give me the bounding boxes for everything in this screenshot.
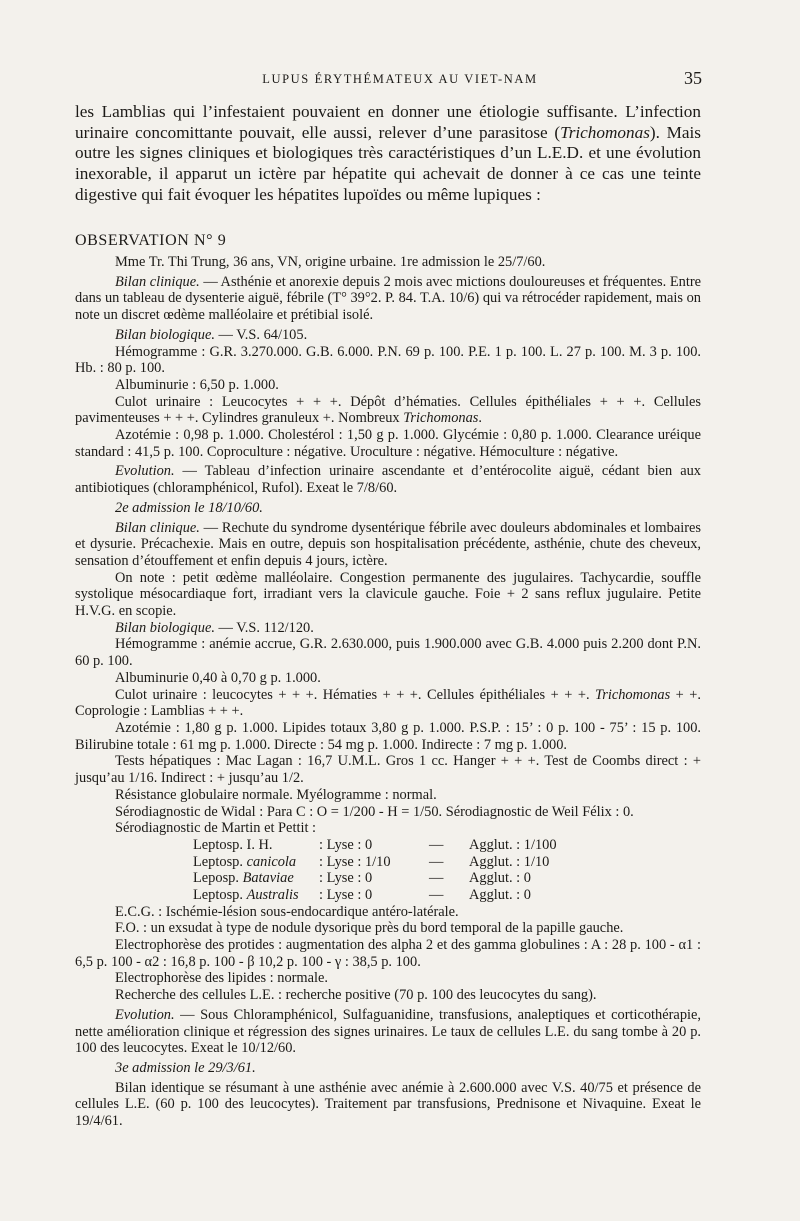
dash: — [429, 870, 444, 887]
italic-text: 3e admission le 29/3/61. [115, 1059, 256, 1076]
text-run: F.O. : un exsudat à type de nodule dysorique près du bord temporal de la papille gauche. [115, 920, 624, 937]
text-run: Culot urinaire : leucocytes + + +. Hématies + + +. Cellules épithéliales + + +. [115, 686, 596, 703]
strain-name [193, 870, 319, 887]
paragraph [75, 670, 701, 687]
paragraph [75, 970, 701, 987]
paragraph [75, 720, 701, 753]
text-run: — Tableau d’infection urinaire ascendante et d’entérocolite aiguë, cédant bien aux antibiotiques (chloramphénicol, Rufol). Exeat le 7/8/60. [75, 463, 701, 497]
lyse-value: : Lyse : 0 [319, 836, 373, 853]
paragraph [75, 620, 701, 637]
paragraph [75, 987, 701, 1004]
text-run: Azotémie : 0,98 p. 1.000. Cholestérol : 1,50 g p. 1.000. Glycémie : 0,80 p. 1.000. Clearance uréique standard : 41,5 p. 100. Coproculture : négative. Uroculture : négative. Hémoculture : négative. [75, 427, 701, 460]
paragraph [75, 1080, 701, 1130]
paragraph [75, 463, 701, 496]
page-number: 35 [684, 68, 702, 88]
text-run: Mme Tr. Thi Trung, 36 ans, VN, origine urbaine. 1re admission le 25/7/60. [115, 254, 546, 270]
table-row [193, 887, 701, 904]
paragraph [75, 344, 701, 377]
paragraph [75, 377, 701, 394]
lyse-value: : Lyse : 0 [319, 886, 373, 903]
paragraph [75, 937, 701, 970]
strain-prefix: Leptosp. [193, 853, 247, 870]
italic-text: 2e admission le 18/10/60. [115, 499, 263, 516]
intro-paragraph [75, 102, 701, 206]
serodiagnostic-table [193, 837, 701, 904]
text-run: . [478, 410, 482, 427]
text-run: les Lamblias qui l’infestaient pouvaient en donner une étiologie suffisante. L’infection urinaire concomittante pouvait, elle aussi, relever d’une parasitose ( [75, 102, 701, 142]
text-run: Electrophorèse des lipides : normale. [115, 970, 328, 987]
paragraph [75, 520, 701, 570]
italic-text: Trichomonas [560, 122, 650, 142]
italic-text: Bilan biologique. [115, 326, 215, 343]
text-run: Albuminurie 0,40 à 0,70 g p. 1.000. [115, 669, 321, 686]
agglut-value: Agglut. : 1/100 [469, 836, 557, 853]
strain-name [193, 837, 319, 854]
text-run: — V.S. 112/120. [214, 619, 314, 636]
strain-name [193, 854, 319, 871]
text-run: Tests hépatiques : Mac Lagan : 16,7 U.M.L. Gros 1 cc. Hanger + + +. Test de Coombs direct : + jusqu’au 1/16. Indirect : + jusqu’au 1/2. [75, 753, 701, 787]
text-run: — Rechute du syndrome dysentérique fébrile avec douleurs abdominales et lombaires et dysurie. Précachexie. Mais en outre, depuis son hospitalisation précédente, asthénie, chute des cheveux, sensation d’étouffement et enfin depuis 4 jours, ictère. [75, 519, 701, 569]
paragraph [75, 394, 701, 427]
dash: — [429, 836, 444, 853]
dash: — [429, 886, 444, 903]
strain-species: canicola [246, 853, 297, 870]
italic-text: Bilan clinique. [115, 519, 200, 536]
agglut-value: Agglut. : 0 [469, 870, 531, 887]
agglut-value: Agglut. : 0 [469, 886, 531, 903]
paragraph [75, 274, 701, 324]
text-run: Bilan identique se résumant à une asthénie avec anémie à 2.600.000 avec V.S. 40/75 et présence de cellules L.E. (60 p. 100 des leucocytes). Traitement par transfusions, Prednisone et Nivaquine. Exeat le 19/4/61. [75, 1079, 701, 1130]
text-run: — V.S. 64/105. [214, 326, 308, 343]
paragraph [75, 753, 701, 786]
text-run: Sérodiagnostic de Martin et Pettit : [115, 820, 317, 837]
text-run: Résistance globulaire normale. Myélogramme : normal. [115, 786, 437, 803]
strain-prefix: Leptosp. I. H. [193, 836, 273, 853]
table-row [193, 854, 701, 871]
strain-species: Bataviae [242, 870, 294, 887]
lyse-value: : Lyse : 0 [319, 870, 373, 887]
text-run: Hémogramme : anémie accrue, G.R. 2.630.000, puis 1.900.000 avec G.B. 4.000 puis 2.200 dont P.N. 60 p. 100. [75, 636, 701, 670]
strain-prefix: Leposp. [193, 870, 243, 887]
paragraph [75, 1007, 701, 1057]
text-run: Culot urinaire : Leucocytes + + +. Dépôt d’hématies. Cellules épithéliales + + +. Cellules pavimenteuses + + +. Cylindres granuleux +. Nombreux [75, 393, 701, 427]
text-run: — Asthénie et anorexie depuis 2 mois avec mictions douloureuses et fréquentes. Entre dans un tableau de dysenterie aiguë, fébrile (T° 39°2. P. 84. T.A. 10/6) qui va rétrocéder rapidement, mais on note un discret œdème malléolaire et prétibial isolé. [75, 273, 702, 324]
observation-title: OBSERVATION N° 9 [75, 232, 227, 249]
paragraph [75, 787, 701, 804]
paragraph [75, 1060, 701, 1077]
text-run: Electrophorèse des protides : augmentation des alpha 2 et des gamma globulines : A : 28 p. 100 - α1 : 6,5 p. 100 - α2 : 16,8 p. 100 - β 10,2 p. 100 - γ : 38,5 p. 100. [75, 937, 701, 970]
text-run: On note : petit œdème malléolaire. Congestion permanente des jugulaires. Tachycardie, souffle systolique mésocardiaque fort, irradiant vers la clavicule gauche. Foie + 2 sans reflux jugulaire. Petite H.V.G. en scopie. [75, 569, 701, 620]
lyse-value: : Lyse : 1/10 [319, 853, 391, 870]
running-title: LUPUS ÉRYTHÉMATEUX AU VIET-NAM [262, 72, 538, 86]
paragraph [75, 327, 701, 344]
paragraph [75, 920, 701, 937]
paragraph [75, 687, 701, 720]
paragraph [75, 427, 701, 460]
table-row [193, 837, 701, 854]
paragraph [75, 904, 701, 921]
paragraph [75, 636, 701, 669]
agglut-value: Agglut. : 1/10 [469, 853, 550, 870]
paragraph [75, 570, 701, 620]
text-run: E.C.G. : Ischémie-lésion sous-endocardique antéro-latérale. [115, 903, 459, 920]
paragraph [75, 804, 701, 821]
paragraph [75, 500, 701, 517]
italic-text: Bilan clinique. [115, 273, 200, 290]
running-header [0, 70, 800, 90]
italic-text: Trichomonas [403, 410, 479, 427]
text-run: Hémogramme : G.R. 3.270.000. G.B. 6.000. P.N. 69 p. 100. P.E. 1 p. 100. L. 27 p. 100. M. 3 p. 100. Hb. : 80 p. 100. [75, 343, 701, 377]
italic-text: Evolution. [115, 463, 175, 480]
italic-text: Trichomonas [595, 686, 671, 703]
observation-body [75, 254, 701, 1130]
strain-prefix: Leptosp. [193, 886, 247, 903]
text-run: Sérodiagnostic de Widal : Para C : O = 1/200 - H = 1/50. Sérodiagnostic de Weil Félix : 0. [115, 803, 634, 820]
text-run: Azotémie : 1,80 g p. 1.000. Lipides totaux 3,80 g p. 1.000. P.S.P. : 15’ : 0 p. 100 - 75’ : 15 p. 100. Bilirubine totale : 61 mg p. 1.000. Directe : 54 mg p. 1.000. Indirecte : 7 mg p. 1.000. [75, 719, 701, 753]
paragraph [75, 820, 701, 837]
italic-text: Evolution. [115, 1006, 175, 1023]
strain-species: Australis [246, 886, 299, 903]
strain-name [193, 887, 319, 904]
table-row [193, 870, 701, 887]
paragraph [75, 254, 701, 271]
text-run: — Sous Chloramphénicol, Sulfaguanidine, transfusions, analeptiques et corticothérapie, nette amélioration clinique et régression des signes urinaires. Le taux de cellules L.E. du sang tombe à 20 p. 100 des leucocytes. Exeat le 10/12/60. [75, 1006, 701, 1057]
italic-text: Bilan biologique. [115, 619, 215, 636]
text-run: Albuminurie : 6,50 p. 1.000. [115, 376, 279, 393]
text-run: + +. Coprologie : Lamblias + + +. [75, 686, 701, 720]
dash: — [429, 853, 444, 870]
text-run: ). Mais outre les signes cliniques et biologiques très caractéristiques d’un L.E.D. et une évolution inexorable, il apparut un ictère par hépatite qui achevait de donner à ce cas une teinte digestive qui fait évoquer les hépatites lupoïdes ou même lupiques : [75, 122, 701, 204]
text-run: Recherche des cellules L.E. : recherche positive (70 p. 100 des leucocytes du sang). [115, 987, 597, 1004]
